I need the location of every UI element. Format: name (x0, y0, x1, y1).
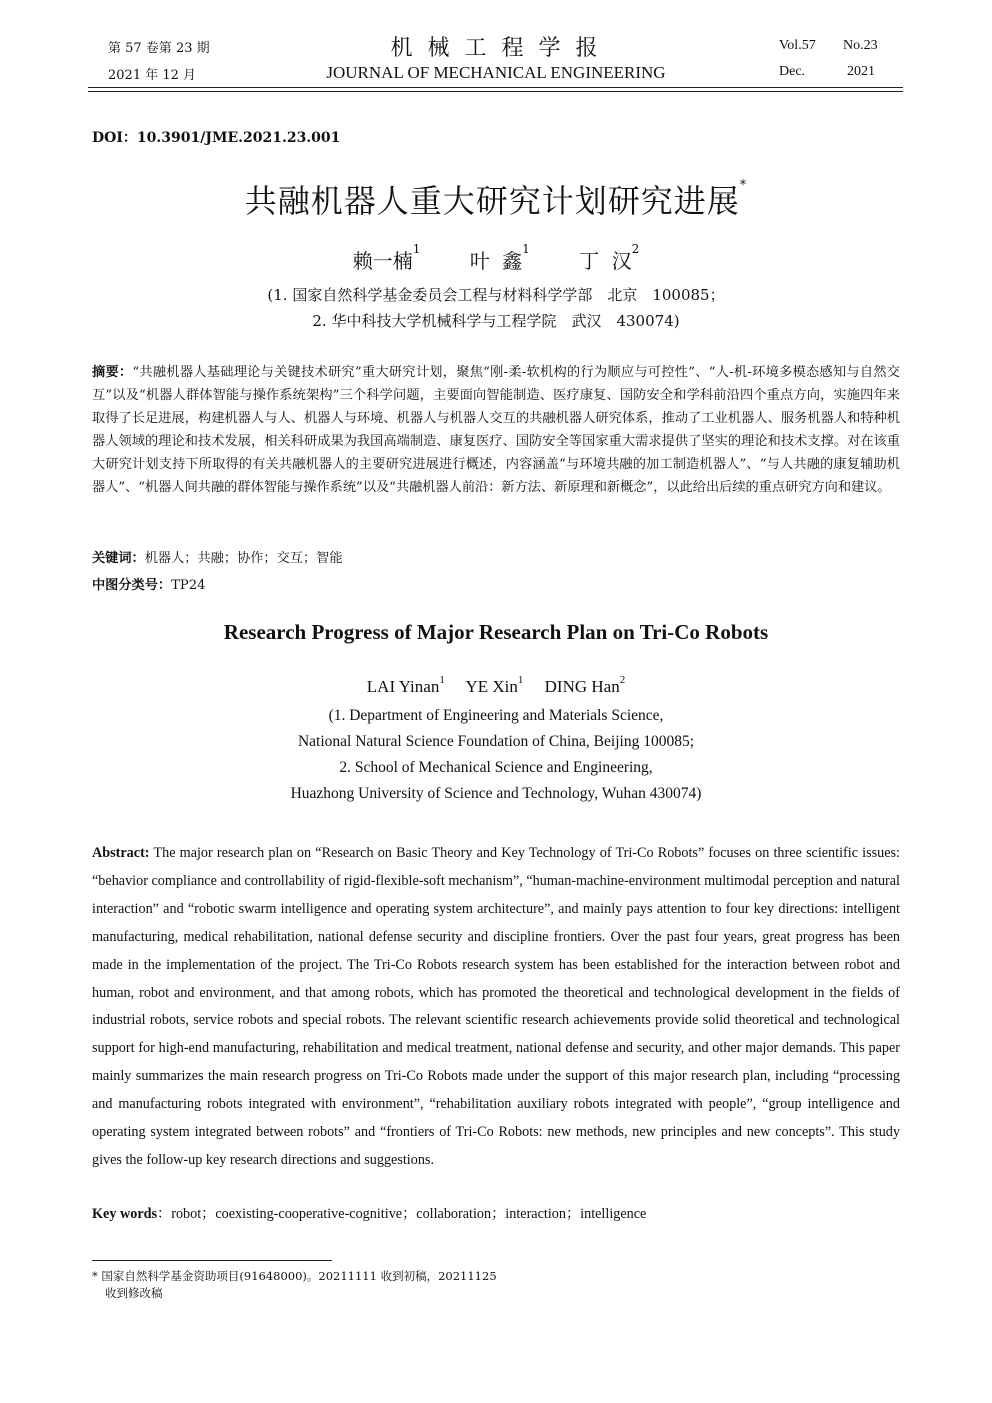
affiliation-en-3: 2. School of Mechanical Science and Engineering, (339, 759, 653, 776)
doi: DOI：10.3901/JME.2021.23.001 (92, 130, 341, 146)
abstract-cn-label: 摘要： (92, 365, 133, 380)
abstract-en (92, 840, 900, 1175)
keywords-cn-text: 机器人；共融；协作；交互；智能 (144, 551, 343, 566)
title-cn-footnote-mark: * (739, 178, 748, 193)
author-en: YE Xin (465, 677, 518, 696)
footnote (92, 1268, 512, 1302)
title-cn (0, 176, 992, 222)
title-en: Research Progress of Major Research Plan on Tri-Co Robots (223, 620, 769, 644)
author-en: LAI Yinan (366, 677, 440, 696)
header-vol-issue-cn: 第 57 卷第 23 期 (108, 41, 210, 56)
author-aff: 2 (631, 242, 640, 256)
clc-text: TP24 (171, 578, 206, 593)
affiliation-en-4: Huazhong University of Science and Technology, Wuhan 430074) (290, 785, 702, 802)
keywords-en (92, 1203, 900, 1223)
header-rule-thick (88, 87, 903, 88)
header-month: Dec. (779, 64, 806, 79)
author-aff: 1 (439, 674, 445, 686)
abstract-cn-text: “共融机器人基础理论与关键技术研究”重大研究计划，聚焦“刚-柔-软机构的行为顺应与可控性”、“人-机-环境多模态感知与自然交互”以及“机器人群体智能与操作系统架构”三个科学问题，主要面向智能制造、医疗康复、国防安全和学科前沿四个重点方向，实施四年来取得了长足进展，构建机器人与人、机器人与环境、机器人与机器人交互的共融机器人研究体系，推动了工业机器人、服务机器人和特种机器人领域的理论和技术发展，相关科研成果为我国高端制造、康复医疗、国防安全等国家重大需求提供了坚实的理论和技术支撑。对在该重大研究计划支持下所取得的有关共融机器人的主要研究进展进行概述，内容涵盖“与环境共融的加工制造机器人”、“与人共融的康复辅助机器人”、“机器人间共融的群体智能与操作系统”以及“共融机器人前沿：新方法、新原理和新概念”，以此给出后续的重点研究方向和建议。 (92, 365, 900, 495)
keywords-cn-label: 关键词： (92, 551, 145, 566)
affiliation-en-1: (1. Department of Engineering and Materials Science, (328, 707, 664, 724)
abstract-en-label: Abstract: (92, 845, 150, 861)
affiliation-cn-1: (1. 国家自然科学基金委员会工程与材料科学学部 北京 100085； (267, 286, 725, 304)
keywords-cn (92, 547, 900, 566)
author-cn: 赖一楠 (352, 249, 413, 273)
header-vol: Vol.57 (779, 38, 816, 53)
header-no: No.23 (843, 38, 878, 53)
footnote-line-2: 收到修改稿 (105, 1286, 163, 1300)
footnote-mark: * (92, 1269, 98, 1283)
keywords-en-text: ：robot；coexisting-cooperative-cognitive；collaboration；interaction；intelligence (157, 1206, 647, 1222)
author-cn: 丁 汉 (579, 249, 632, 273)
header-year: 2021 (847, 64, 875, 79)
affiliation-cn-2: 2. 华中科技大学机械科学与工程学院 武汉 430074) (312, 312, 680, 330)
header-date-cn: 2021 年 12 月 (108, 68, 197, 83)
header-rule-thin (88, 91, 903, 92)
author-aff: 1 (412, 242, 421, 256)
author-cn: 叶 鑫 (469, 249, 523, 273)
keywords-en-label: Key words (92, 1206, 158, 1222)
author-aff: 1 (522, 242, 530, 256)
abstract-cn (92, 361, 900, 499)
footnote-line-1: 国家自然科学基金资助项目(91648000)。20211111 收到初稿，20211125 (97, 1269, 497, 1283)
abstract-en-text: The major research plan on “Research on Basic Theory and Key Technology of Tri-Co Robots” focuses on three scientific issues: “behavior compliance and controllability of rigid-flexible-soft mechanism”, “human-machine-environment multimodal perception and natural interaction” and “robotic swarm intelligence and operating system architecture”, and mainly pays attention to four key directions: intelligent manufacturing, medical rehabilitation, national defense security and discipline frontiers. Over the past four years, great progress has been made in the implementation of the project. The Tri-Co Robots research system has been established for the interaction between robot and human, robot and environment, and that among robots, which has promoted the theoretical and technological development in the fields of industrial robots, service robots and special robots. The relevant scientific research achievements provide solid theoretical and technological support for high-end manufacturing, rehabilitation and medical treatment, national defense and security, and other major demands. This paper mainly summarizes the main research progress on Tri-Co Robots made under the support of this major research plan, including “processing and manufacturing robots integrated with environment”, “rehabilitation auxiliary robots integrated with people”, “group intelligence and operating system integrated between robots” and “frontiers of Tri-Co Robots: new methods, new principles and new concepts”. This study gives the follow-up key research directions and suggestions. (92, 845, 900, 1168)
clc-label: 中图分类号： (92, 578, 172, 593)
author-aff: 2 (619, 674, 626, 686)
title-cn-text: 共融机器人重大研究计划研究进展 (244, 182, 740, 220)
affiliation-en-2: National Natural Science Foundation of China, Beijing 100085; (297, 733, 695, 750)
clc-number (92, 574, 900, 593)
author-aff: 1 (517, 674, 524, 686)
authors-en (0, 674, 992, 697)
journal-title-en: JOURNAL OF MECHANICAL ENGINEERING (326, 63, 666, 82)
footnote-rule (92, 1260, 332, 1261)
authors-cn (0, 242, 992, 274)
journal-title-cn: 机 械 工 程 学 报 (390, 36, 602, 61)
author-en: DING Han (544, 677, 620, 696)
